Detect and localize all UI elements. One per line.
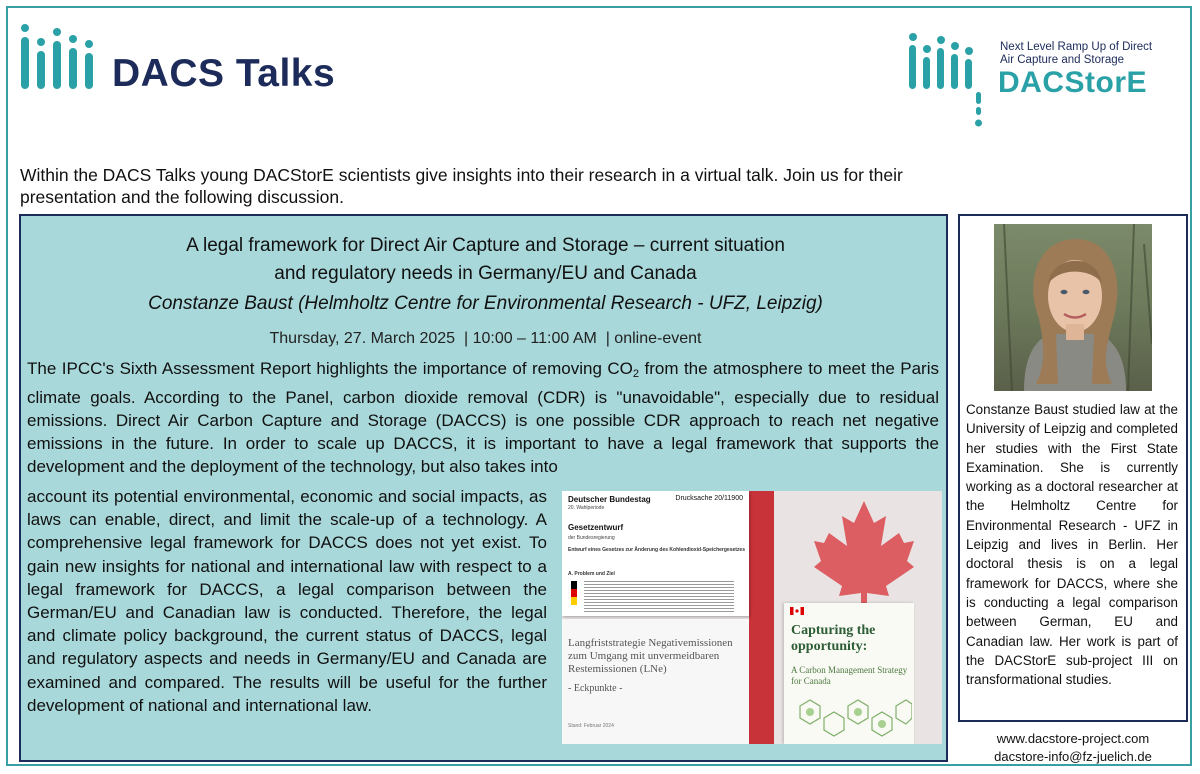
- project-brand: DACStorE: [998, 66, 1148, 99]
- intro-text: Within the DACS Talks young DACStorE scientists give insights into their research in a virtual talk. Join us for their presentation and the following discussion.: [20, 165, 903, 207]
- project-tagline: Next Level Ramp Up of Direct Air Capture and Storage: [1000, 41, 1153, 66]
- talk-title-line1: A legal framework for Direct Air Capture and Storage – current situation: [186, 235, 785, 256]
- contact-footer: [958, 730, 1188, 766]
- event-series-title: DACS Talks: [112, 52, 336, 95]
- talk-box: [19, 214, 948, 762]
- dacs-logo-icon: [20, 22, 100, 140]
- speaker-portrait-photo: [994, 224, 1152, 391]
- documents-collage: [562, 491, 942, 744]
- event-details: Thursday, 27. March 2025 | 10:00 – 11:00 AM | online-event: [269, 330, 702, 347]
- canada-flag-band: [749, 491, 774, 744]
- email-link[interactable]: dacstore-info@fz-juelich.de: [994, 749, 1152, 764]
- lne-strategy-document: Langfriststrategie Negativemissionen zum Umgang mit unvermeidbaren Restemissionen (LNe) - Eckpunkte - Stand: Februar 2024: [562, 619, 749, 744]
- talk-title: [21, 232, 950, 288]
- canada-flag-icon: [790, 607, 804, 615]
- abstract-paragraph-continued: account its potential environmental, economic and social impacts, as laws can enable, direct, and limit the scale-up of a technology. A comprehensive legal framework for DACCS does not yet exist. To gain new insights for national and international law with respect to a legal framework for DACCS, a legal comparison between the German/EU and Canadian law is conducted. Therefore, the legal and climate policy background, the current status of DACCS, legal and regulatory aspects and needs in Germany/EU and Canada are examined and compared. The results will be useful for the further development of national and international law.: [27, 487, 547, 715]
- speaker-bio-text: Constanze Baust studied law at the University of Leipzig and completed her studies with the First State Examination. She is currently working as a doctoral researcher at the Helmholtz Centre for Environmental Research - UFZ in Leipzig and lives in Berlin. Her doctoral thesis is on a legal framework for DACCS, where she is conducting a legal comparison between German, EU and Canadian law. Her work is part of the DACStorE sub-project III on transformational studies.: [966, 402, 1178, 688]
- dacstore-logo-icon: [908, 32, 998, 128]
- speaker-line: Constanze Baust (Helmholtz Centre for Environmental Research - UFZ, Leipzig): [148, 293, 823, 314]
- maple-leaf-icon: [814, 501, 914, 616]
- talk-title-line2: and regulatory needs in Germany/EU and Canada: [274, 263, 697, 284]
- hexagon-pattern: [788, 698, 912, 742]
- website-link[interactable]: www.dacstore-project.com: [996, 731, 1150, 746]
- german-flag-icon: [568, 581, 580, 607]
- abstract-paragraph-top: The IPCC's Sixth Assessment Report highlights the importance of removing $CO_2$ from the atmosphere to meet the Paris climate goals. According to the Panel, carbon dioxide removal (CDR) is "unavoidable", especially due to residual emissions. Direct Air Carbon Capture and Storage (DACCS) is one possible CDR approach to reach net negative emissions in the future. In order to scale up DACCS, it is important to have a legal framework that supports the development and the deployment of the technology, but also takes into: [27, 359, 939, 476]
- bundestag-document: Deutscher Bundestag Drucksache 20/11900 20. Wahlperiode Gesetzentwurf der Bundesregierung Entwurf eines Gesetzes zur Änderung des Kohlendioxid-Speichergesetzes A. Problem und Ziel: [562, 491, 749, 616]
- canada-strategy-report: Capturing the opportunity: A Carbon Management Strategy for Canada: [784, 603, 914, 744]
